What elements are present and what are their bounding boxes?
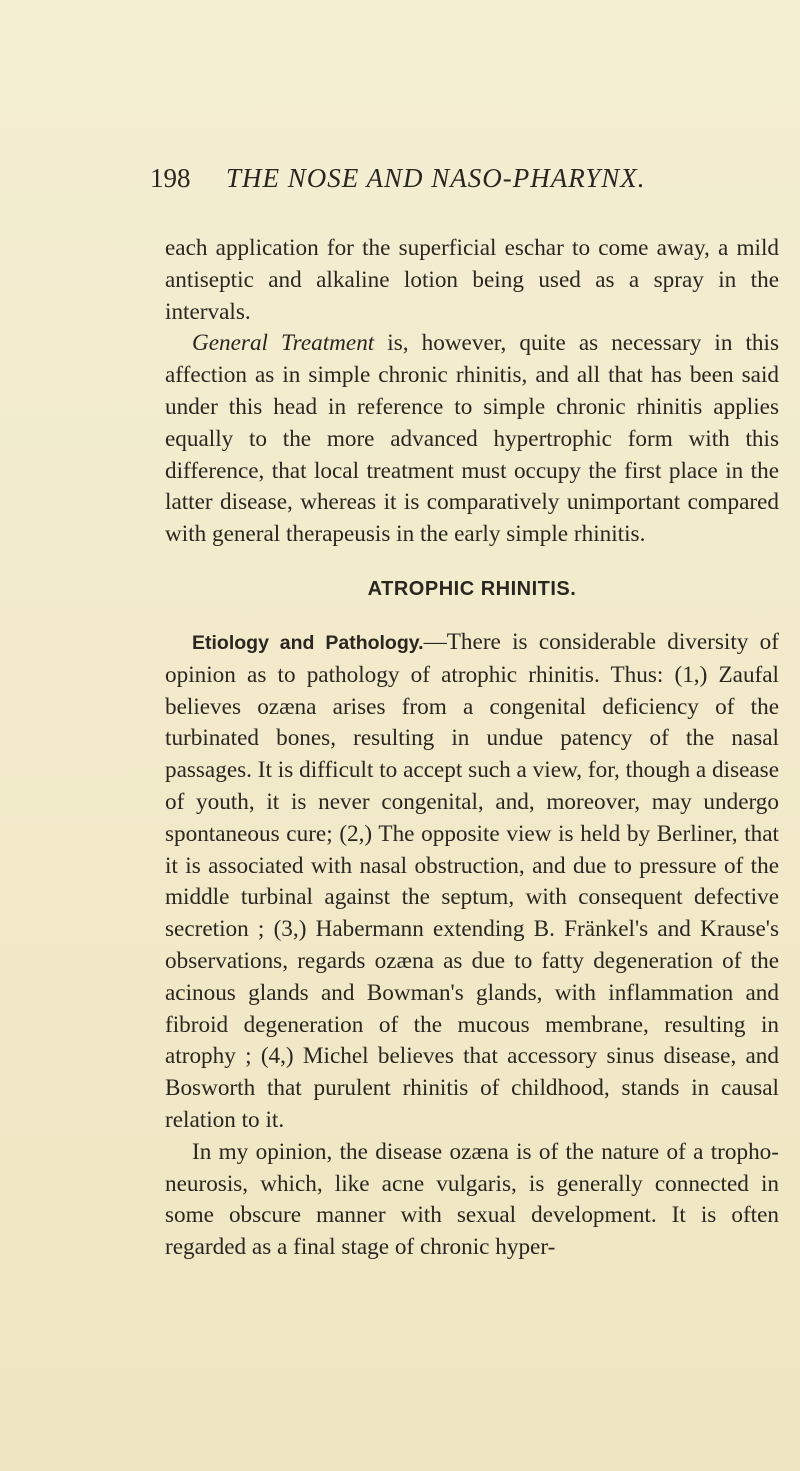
- paragraph-continuation: each application for the superficial eschar to come away, a mild antiseptic and alkaline lotion being used as a spray in the intervals.: [165, 235, 779, 325]
- paragraph-general-treatment: [165, 328, 779, 551]
- general-treatment-lead: General Treatment: [192, 330, 375, 357]
- etiology-subheading: Etiology and Pathology.: [192, 631, 424, 654]
- page-number: 198: [150, 163, 191, 193]
- running-title: THE NOSE AND NASO-PHARYNX.: [226, 163, 646, 193]
- running-head: [150, 161, 790, 195]
- paragraph-opinion: In my opinion, the disease ozæna is of the nature of a tropho-neurosis, which, like acne vulgaris, is generally connected in some obscure manner with sexual development. It is often regarded as a final stage of chronic hyper-: [165, 1138, 779, 1261]
- general-treatment-text: is, however, quite as necessary in this affection as in simple chronic rhinitis, and all that has been said under this head in reference to simple chronic rhinitis applies equally to the more advanced hypertrophic form with this difference, that local treatment must occupy the first place in the latter disease, whereas it is comparatively unimportant compared with general therapeusis in the early simple rhinitis.: [165, 330, 779, 548]
- paragraph-etiology: [165, 627, 779, 1137]
- section-heading: ATROPHIC RHINITIS.: [367, 577, 577, 600]
- etiology-text: —There is considerable diversity of opinion as to pathology of atrophic rhinitis. Thus: (1,) Zaufal believes ozæna arises from a congenital deficiency of the turbinated bones, resulting in undue patency of the nasal passages. It is difficult to accept such a view, for, though a disease of youth, it is never congenital, and, moreover, may undergo spontaneous cure; (2,) The opposite view is held by Berliner, that it is associated with nasal obstruction, and due to pressure of the middle turbinal against the septum, with consequent defective secretion ; (3,) Habermann extending B. Fränkel's and Krause's observations, regards ozæna as due to fatty degeneration of the acinous glands and Bowman's glands, with inflammation and fibroid degeneration of the mucous membrane, resulting in atrophy ; (4,) Michel believes that accessory sinus disease, and Bosworth that purulent rhinitis of childhood, stands in causal relation to it.: [165, 628, 779, 1133]
- body-text: [165, 233, 779, 1264]
